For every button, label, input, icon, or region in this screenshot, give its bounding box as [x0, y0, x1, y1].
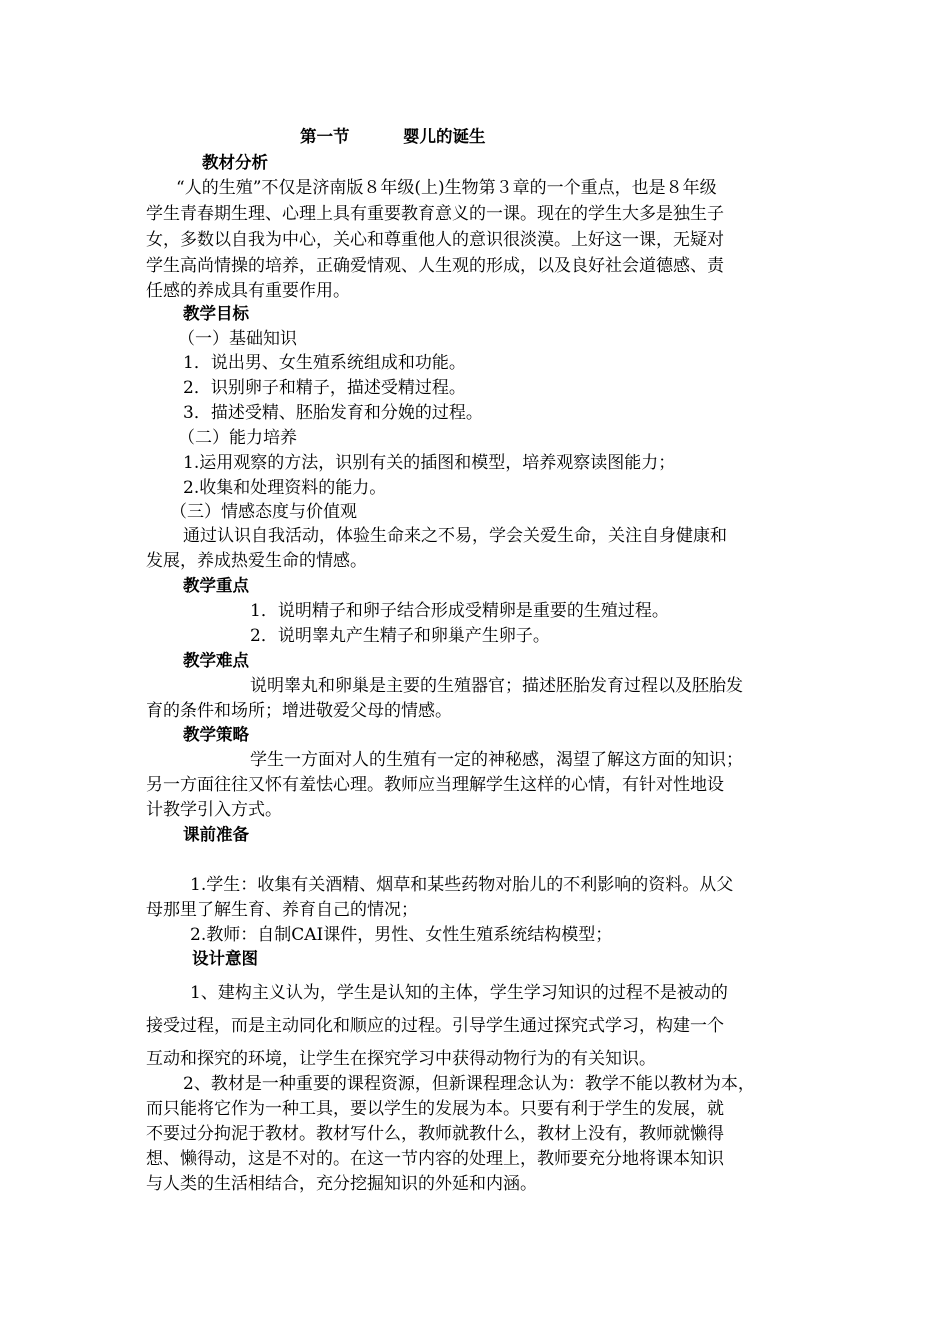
analysis-line: 女，多数以自我为中心，关心和尊重他人的意识很淡漠。上好这一课，无疑对 — [146, 230, 724, 250]
analysis-line: “人的生殖”不仅是济南版８年级(上)生物第３章的一个重点，也是８年级 — [176, 178, 717, 198]
heading-key-points: 教学重点 — [183, 576, 249, 595]
goals-basic-item: 2．识别卵子和精子，描述受精过程。 — [183, 378, 466, 398]
section-title: 婴儿的诞生 — [403, 127, 486, 146]
design-line: 与人类的生活相结合，充分挖掘知识的外延和内涵。 — [146, 1174, 537, 1194]
design-line: 不要过分拘泥于教材。教材写什么，教师就教什么，教材上没有，教师就懒得 — [146, 1124, 724, 1144]
goals-ability-item: 2.收集和处理资料的能力。 — [183, 478, 387, 498]
goals-basic-item: 1．说出男、女生殖系统组成和功能。 — [183, 353, 466, 373]
heading-difficulties: 教学难点 — [183, 651, 249, 670]
goals-attitude-title: （三）情感态度与价值观 — [170, 502, 357, 522]
design-line: 想、懒得动，这是不对的。在这一节内容的处理上，教师要充分地将课本知识 — [146, 1149, 724, 1169]
analysis-line: 学生高尚情操的培养，正确爱情观、人生观的形成，以及良好社会道德感、责 — [146, 256, 724, 276]
goals-attitude-line: 发展，养成热爱生命的情感。 — [146, 551, 367, 571]
strategy-line: 另一方面往往又怀有羞怯心理。教师应当理解学生这样的心情，有针对性地设 — [146, 775, 724, 795]
difficulty-line: 说明睾丸和卵巢是主要的生殖器官；描述胚胎发育过程以及胚胎发 — [250, 676, 743, 696]
heading-design-intent: 设计意图 — [192, 949, 258, 968]
goals-ability-item: 1.运用观察的方法，识别有关的插图和模型，培养观察读图能力； — [183, 453, 676, 473]
analysis-line: 学生青春期生理、心理上具有重要教育意义的一课。现在的学生大多是独生子 — [146, 204, 724, 224]
goals-basic-title: （一）基础知识 — [178, 329, 297, 349]
design-line: 而只能将它作为一种工具，要以学生的发展为本。只要有利于学生的发展，就 — [146, 1099, 724, 1119]
design-line: 1、建构主义认为，学生是认知的主体，学生学习知识的过程不是被动的 — [190, 983, 728, 1003]
goals-attitude-line: 通过认识自我活动，体验生命来之不易，学会关爱生命，关注自身健康和 — [183, 526, 727, 546]
goals-basic-item: 3．描述受精、胚胎发育和分娩的过程。 — [183, 403, 483, 423]
goals-ability-title: （二）能力培养 — [178, 428, 297, 448]
design-line: 2、教材是一种重要的课程资源，但新课程理念认为：教学不能以教材为本， — [183, 1074, 755, 1094]
section-number: 第一节 — [300, 127, 350, 146]
heading-analysis: 教材分析 — [202, 153, 268, 172]
design-line: 互动和探究的环境，让学生在探究学习中获得动物行为的有关知识。 — [146, 1049, 656, 1069]
heading-preparation: 课前准备 — [183, 825, 249, 844]
strategy-line: 学生一方面对人的生殖有一定的神秘感，渴望了解这方面的知识； — [250, 750, 743, 770]
design-line: 接受过程，而是主动同化和顺应的过程。引导学生通过探究式学习，构建一个 — [146, 1016, 724, 1036]
analysis-line: 任感的养成具有重要作用。 — [146, 281, 350, 301]
preparation-line: 2.教师：自制CAI课件，男性、女性生殖系统结构模型； — [190, 925, 613, 945]
key-point-item: 1．说明精子和卵子结合形成受精卵是重要的生殖过程。 — [250, 601, 669, 621]
preparation-line: 母那里了解生育、养育自己的情况； — [146, 900, 418, 920]
difficulty-line: 育的条件和场所；增进敬爱父母的情感。 — [146, 701, 452, 721]
key-point-item: 2．说明睾丸产生精子和卵巢产生卵子。 — [250, 626, 550, 646]
strategy-line: 计教学引入方式。 — [146, 800, 282, 820]
preparation-line: 1.学生：收集有关酒精、烟草和某些药物对胎儿的不利影响的资料。从父 — [190, 875, 734, 895]
heading-strategy: 教学策略 — [183, 725, 249, 744]
heading-goals: 教学目标 — [183, 304, 249, 323]
